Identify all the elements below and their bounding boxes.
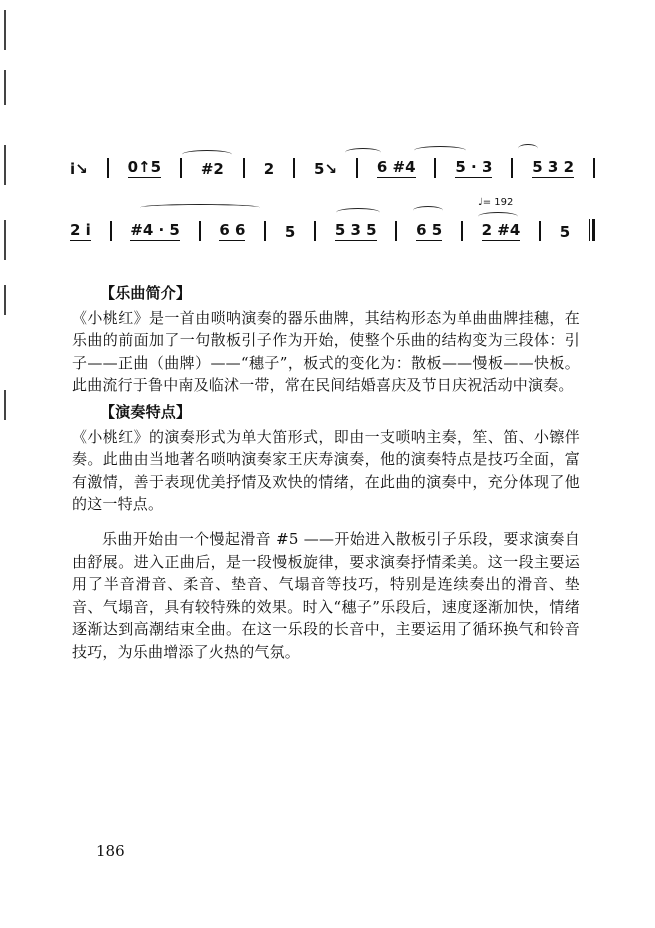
slur-mark [140,204,260,211]
notation-line-1 [70,150,595,178]
note-group: 2 #4 [481,221,521,239]
bar-line [395,221,397,241]
note-group: i↘ [70,160,88,178]
feature-paragraph-1: 《小桃红》的演奏形式为单大笛形式，即由一支唢呐主奏，笙、笛、小镲伴奏。此曲由当地著名唢呐演奏家王庆寿演奏，他的演奏特点是技巧全面，富有激情，善于表现优美抒情及欢快的情绪，在此曲的演奏中，充分体现了他的这一特点。 [72,427,580,514]
final-barline [589,219,595,241]
bar-line [511,158,513,178]
note-group: 5 · 3 [455,158,493,176]
bar-line [461,221,463,241]
bar-line [539,221,541,241]
slur-mark [413,206,443,215]
slur-mark [478,212,518,221]
note-group: #4 · 5 [130,221,180,239]
note-group: 2 i [70,221,91,239]
binding-mark [4,220,6,260]
intro-paragraph: 《小桃红》是一首由唢呐演奏的器乐曲牌，其结构形态为单曲曲牌挂穗，在乐曲的前面加了一句散板引子作为开始，使整个乐曲的结构变为三段体：引子——正曲（曲牌）——“穗子”，板式的变化为：散板——慢板——快板。此曲流行于鲁中南及临沭一带，常在民间结婚喜庆及节日庆祝活动中演奏。 [72,308,580,395]
page-number: 186 [96,842,125,860]
note-group: 5 [559,223,571,241]
bar-line [110,221,112,241]
binding-mark [4,145,6,185]
bar-line [434,158,436,178]
bar-line [314,221,316,241]
binding-mark [4,285,6,315]
bar-line [107,158,109,178]
slur-mark [414,146,466,155]
note-group: 0↑5 [127,158,162,176]
tempo-mark: ♩= 192 [478,197,514,208]
note-group: 6 #4 [376,158,416,176]
text-body [72,282,580,664]
note-group: 6 5 [416,221,443,239]
bar-line [356,158,358,178]
bar-line [293,158,295,178]
bar-line [264,221,266,241]
binding-mark [4,10,6,50]
note-group: 5↘ [314,160,338,178]
bar-line [199,221,201,241]
intro-heading: 【乐曲简介】 [100,284,192,302]
bar-line [243,158,245,178]
note-group: 6 6 [219,221,246,239]
note-group: 5 3 2 [532,158,575,176]
feature-paragraph-2: 乐曲开始由一个慢起滑音 #5 ——开始进入散板引子乐段，要求演奏自由舒展。进入正曲后，是一段慢板旋律，要求演奏抒情柔美。这一段主要运用了半音滑音、柔音、垫音、气塌音等技巧，特别是连续奏出的滑音、垫音、气塌音，具有较特殊的效果。时入“穗子”乐段后，速度逐渐加快，情绪逐渐达到高潮结束全曲。在这一乐段的长音中，主要运用了循环换气和铃音技巧，为乐曲增添了火热的气氛。 [72,529,580,661]
slur-mark [336,208,380,217]
binding-mark [4,70,6,105]
bar-line [593,158,595,178]
binding-mark [4,390,6,420]
slur-mark [518,144,538,153]
note-group: #2 [200,160,224,178]
note-group: 5 [284,223,296,241]
note-group: 2 [263,160,275,178]
slur-mark [182,150,232,159]
slur-mark [345,148,381,157]
bar-line [180,158,182,178]
feature-heading: 【演奏特点】 [100,402,192,421]
note-group: 5 3 5 [334,221,377,239]
